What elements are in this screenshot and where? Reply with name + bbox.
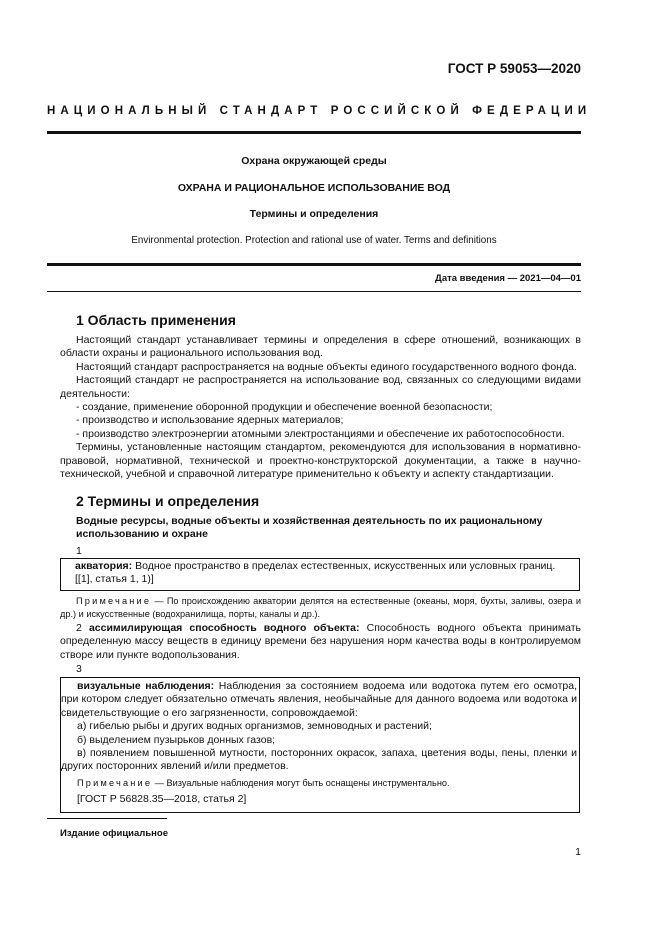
footer-divider bbox=[47, 818, 167, 819]
introduction-date: Дата введения — 2021—04—01 bbox=[435, 273, 581, 284]
document-number: ГОСТ Р 59053—2020 bbox=[447, 61, 581, 76]
list-item: - производство и использование ядерных материалов; bbox=[76, 414, 344, 427]
term-1-name: акватория: bbox=[75, 560, 133, 572]
term-1-box bbox=[60, 558, 580, 591]
title-divider bbox=[47, 263, 581, 266]
list-item: а) гибелью рыбы и других водных организмов, земноводных и растений; bbox=[77, 720, 432, 733]
list-item: - создание, применение оборонной продукции и обеспечение военной безопасности; bbox=[76, 401, 493, 414]
term-1-definition: Водное пространство в пределах естественных, искусственных или условных границ. bbox=[132, 560, 556, 572]
section-1-heading: 1 Область применения bbox=[76, 312, 236, 328]
term-1-number: 1 bbox=[76, 545, 82, 557]
term-2-number: 2 bbox=[76, 622, 82, 634]
title-line-3: Термины и определения bbox=[249, 208, 379, 220]
term-3-definition: Наблюдения за состоянием водоема или водотока путем его осмотра, при котором следует обязательно отмечать явления, необычайные для данного водоема или водотока и свидетельствующие о его загрязненности, сопровождаемой: bbox=[61, 680, 578, 719]
section-1-paragraph-2: Настоящий стандарт распространяется на водные объекты единого государственного водного фонда. bbox=[76, 360, 577, 373]
term-1-note bbox=[60, 595, 581, 621]
top-divider bbox=[47, 131, 581, 134]
term-3-source: [ГОСТ Р 56828.35—2018, статья 2] bbox=[77, 792, 247, 805]
section-1-paragraph-3: Настоящий стандарт не распространяется на использование вод, связанных со следующими видами деятельности: bbox=[60, 374, 581, 400]
term-3-note-text: — Визуальные наблюдения могут быть оснащены инструментально. bbox=[152, 777, 450, 788]
section-1-paragraph-4: Термины, установленные настоящим стандартом, рекомендуются для использования в нормативно-правовой, нормативной, технической и проектно-конструкторской документации, а также в научно-технической, учебной и справочной литературе применительно к объекту и аспекту стандартизации. bbox=[60, 441, 581, 481]
term-2 bbox=[60, 622, 581, 662]
english-title: Environmental protection. Protection and rational use of water. Terms and definitions bbox=[131, 235, 497, 246]
section-1-body bbox=[60, 334, 581, 481]
national-standard-banner: НАЦИОНАЛЬНЫЙ СТАНДАРТ РОССИЙСКОЙ ФЕДЕРАЦИИ bbox=[47, 105, 592, 117]
term-2-definition: Способность водного объекта принимать определенную массу веществ в единицу времени без нарушения норм качества воды в контролируемом створе или пункте водопользования. bbox=[60, 622, 581, 661]
page-number: 1 bbox=[575, 846, 581, 858]
term-3-box bbox=[60, 677, 580, 813]
list-item: в) появлением повышенной мутности, посторонних окрасок, запаха, цветения воды, пены, пленки и других посторонних явлений и/или предметов. bbox=[61, 747, 577, 773]
edition-label: Издание официальное bbox=[60, 828, 168, 839]
term-1-note-text: — По происхождению акватории делятся на естественные (океаны, моря, бухты, заливы, озера и др.) и искусственные (водохранилища, порты, каналы и др.). bbox=[60, 596, 581, 619]
list-item: б) выделением пузырьков донных газов; bbox=[77, 733, 276, 746]
list-item: - производство электроэнергии атомными электростанциями и обеспечение их работоспособности. bbox=[76, 427, 565, 440]
title-line-1: Охрана окружающей среды bbox=[241, 155, 387, 167]
section-1-paragraph-1: Настоящий стандарт устанавливает термины и определения в сфере отношений, возникающих в области охраны и рационального использования вод. bbox=[60, 334, 581, 360]
section-2-subheading: Водные ресурсы, водные объекты и хозяйственная деятельность по их рациональному использованию и охране bbox=[76, 515, 543, 541]
term-2-name: ассимилирующая способность водного объекта: bbox=[88, 622, 360, 634]
term-3-name: визуальные наблюдения: bbox=[77, 680, 215, 692]
title-line-2: ОХРАНА И РАЦИОНАЛЬНОЕ ИСПОЛЬЗОВАНИЕ ВОД bbox=[177, 182, 451, 194]
section-2-heading: 2 Термины и определения bbox=[76, 493, 260, 509]
date-divider bbox=[47, 291, 581, 292]
term-3-number: 3 bbox=[76, 663, 82, 675]
term-3-note-label: Примечание bbox=[77, 777, 153, 788]
term-1-note-label: Примечание bbox=[76, 596, 152, 606]
term-1-source: [[1], статья 1, 1)] bbox=[75, 573, 154, 586]
